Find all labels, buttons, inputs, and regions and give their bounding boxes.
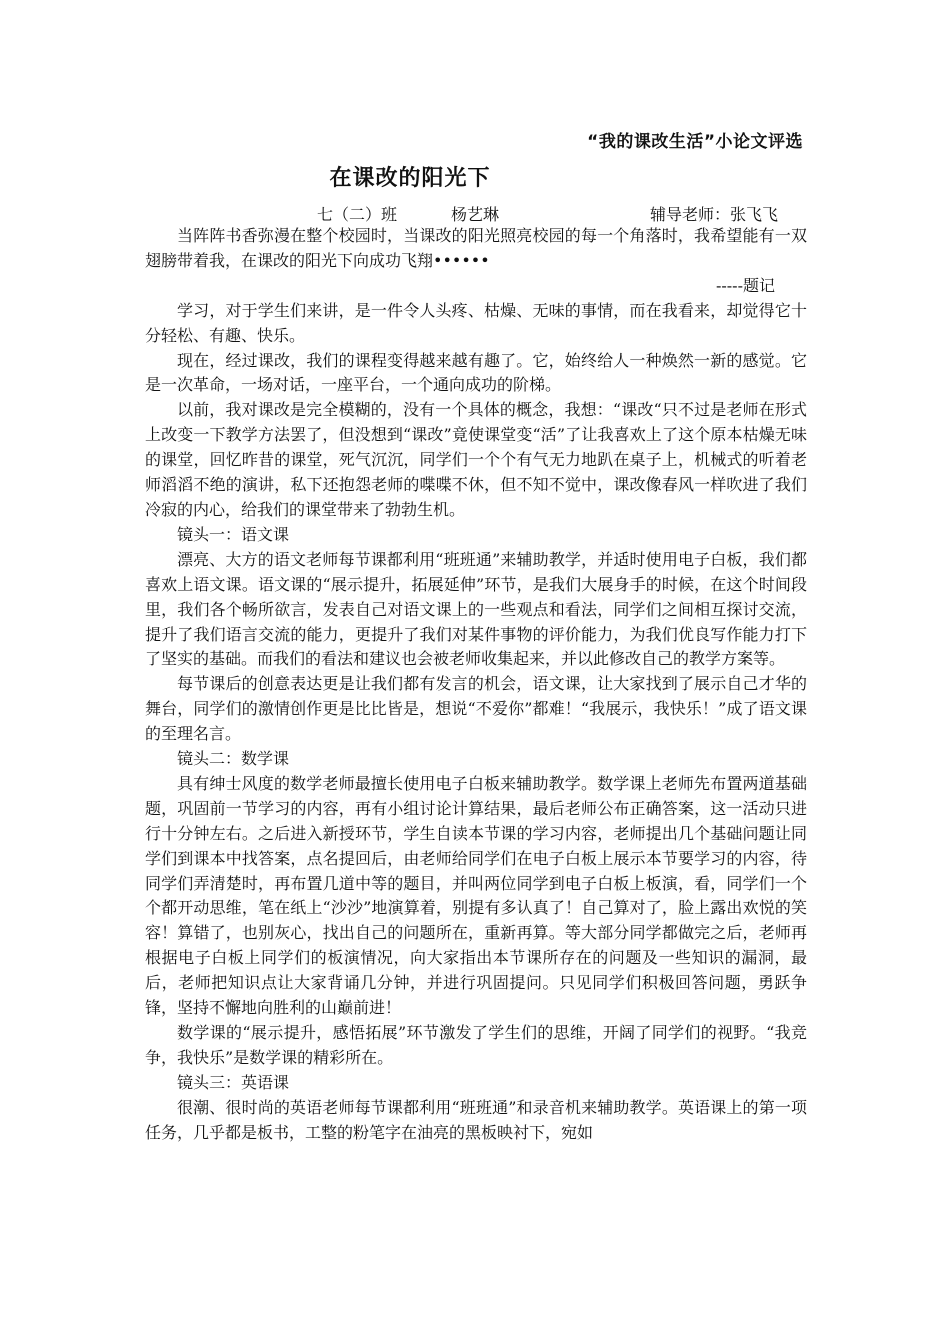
paragraph: 学习，对于学生们来讲，是一件令人头疼、枯燥、无味的事情，而在我看来，却觉得它十分轻松、有趣、快乐。 — [145, 300, 807, 345]
epigraph-label: -----题记 — [715, 275, 775, 295]
section-heading-math-class: 镜头二：数学课 — [177, 749, 290, 769]
intro-paragraph: 当阵阵书香弥漫在整个校园时，当课改的阳光照亮校园的每一个角落时，我希望能有一双翅膀带着我，在课改的阳光下向成功飞翔•••••• — [145, 226, 807, 270]
series-heading: “我的课改生活”小论文评选 — [587, 132, 803, 152]
paragraph: 现在，经过课改，我们的课程变得越来越有趣了。它，始终给人一种焕然一新的感觉。它是一次革命，一场对话，一座平台，一个通向成功的阶梯。 — [145, 350, 807, 395]
paragraph: 漂亮、大方的语文老师每节课都利用“班班通”来辅助教学，并适时使用电子白板，我们都喜欢上语文课。语文课的“展示提升，拓展延伸”环节，是我们大展身手的时候，在这个时间段里，我们各个畅所欲言，发表自己对语文课上的一些观点和看法，同学们之间相互探讨交流，提升了我们语言交流的能力，更提升了我们对某件事物的评价能力，为我们优良写作能力打下了坚实的基础。而我们的看法和建议也会被老师收集起来，并以此修改自己的教学方案等。 — [145, 549, 807, 669]
byline-advisor: 辅导老师：张飞飞 — [650, 205, 779, 224]
byline-author: 杨艺琳 — [451, 205, 500, 224]
section-heading-chinese-class: 镜头一：语文课 — [177, 524, 290, 544]
paragraph: 数学课的“展示提升，感悟拓展”环节激发了学生们的思维，开阔了同学们的视野。“我竞争，我快乐”是数学课的精彩所在。 — [145, 1023, 807, 1067]
paragraph: 每节课后的创意表达更是让我们都有发言的机会，语文课，让大家找到了展示自己才华的舞台，同学们的激情创作更是比比皆是，想说“不爱你”都难！“我展示，我快乐！”成了语文课的至理名言。 — [145, 674, 807, 744]
paragraph: 很潮、很时尚的英语老师每节课都利用“班班通”和录音机来辅助教学。英语课上的第一项任务，几乎都是板书，工整的粉笔字在油亮的黑板映衬下，宛如 — [145, 1097, 807, 1142]
paragraph: 以前，我对课改是完全模糊的，没有一个具体的概念，我想：“课改“只不过是老师在形式上改变一下教学方法罢了，但没想到“课改”竟使课堂变“活”了让我喜欢上了这个原本枯燥无味的课堂，回忆昨昔的课堂，死气沉沉，同学们一个个有气无力地趴在桌子上，机械式的听着老师滔滔不绝的演讲，私下还抱怨老师的喋喋不休，但不知不觉中，课改像春风一样吹进了我们冷寂的内心，给我们的课堂带来了勃勃生机。 — [145, 400, 807, 519]
article-title: 在课改的阳光下 — [329, 166, 491, 191]
section-heading-english-class: 镜头三：英语课 — [177, 1072, 290, 1092]
article-body — [145, 224, 807, 1146]
paragraph: 具有绅士风度的数学老师最擅长使用电子白板来辅助教学。数学课上老师先布置两道基础题，巩固前一节学习的内容，再有小组讨论计算结果，最后老师公布正确答案，这一活动只进行十分钟左右。之后进入新授环节，学生自读本节课的学习内容，老师提出几个基础问题让同学们到课本中找答案，点名提回后，由老师给同学们在电子白板上展示本节要学习的内容，待同学们弄清楚时，再布置几道中等的题目，并叫两位同学到电子白板上板演，看，同学们一个个都开动思维，笔在纸上“沙沙”地演算着，别提有多认真了！自己算对了，脸上露出欢悦的笑容！算错了，也别灰心，找出自己的问题所在，重新再算。等大部分同学都做完之后，老师再根据电子白板上同学们的板演情况，向大家指出本节课所存在的问题及一些知识的漏洞，最后，老师把知识点让大家背诵几分钟，并进行巩固提问。只见同学们积极回答问题，勇跃争锋，坚持不懈地向胜利的山巅前进！ — [145, 773, 807, 1018]
byline-class: 七（二）班 — [317, 205, 398, 224]
